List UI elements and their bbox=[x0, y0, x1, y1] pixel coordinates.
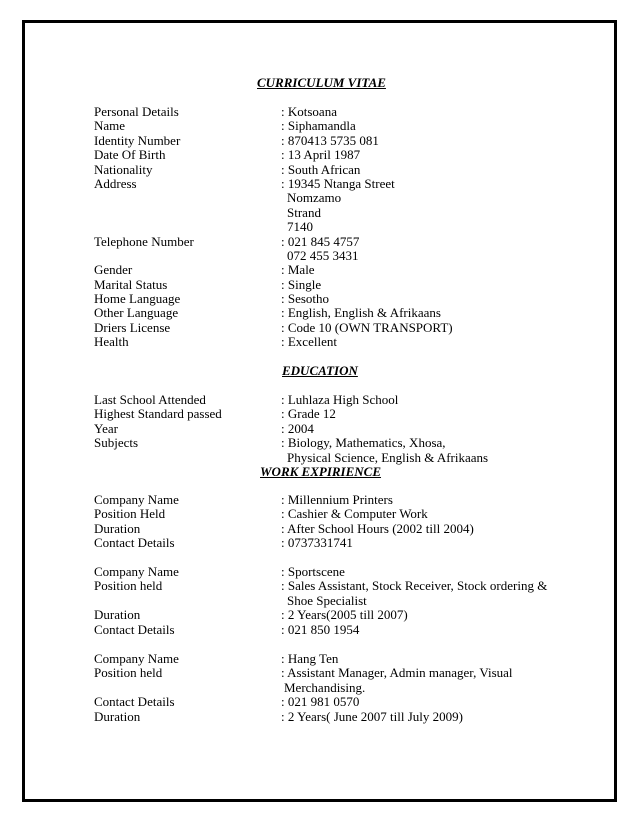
field-value: : Siphamandla bbox=[281, 118, 356, 134]
field-value-continued: 072 455 3431 bbox=[287, 247, 359, 263]
address-line bbox=[94, 206, 574, 220]
field-label: Nationality bbox=[94, 161, 153, 177]
field-label: Gender bbox=[94, 262, 133, 278]
field-value: : Hang Ten bbox=[281, 651, 339, 666]
field-value: : 021 981 0570 bbox=[281, 694, 360, 710]
education-heading: EDUCATION bbox=[282, 363, 358, 378]
address-row bbox=[94, 177, 574, 191]
address-line bbox=[94, 220, 574, 234]
field-label: Address bbox=[94, 175, 137, 191]
field-label: Position held bbox=[94, 578, 163, 594]
field-value: : Single bbox=[281, 276, 322, 292]
last-school-row bbox=[94, 393, 574, 407]
field-value: : 0737331741 bbox=[281, 535, 353, 551]
duration-row bbox=[94, 522, 574, 536]
field-label: Last School Attended bbox=[94, 392, 206, 407]
field-value: : 021 845 4757 bbox=[281, 233, 360, 249]
name-row bbox=[94, 119, 574, 133]
field-label: Health bbox=[94, 334, 129, 350]
field-value-continued: Physical Science, English & Afrikaans bbox=[287, 449, 489, 465]
highest-standard-row bbox=[94, 407, 574, 421]
field-label: Highest Standard passed bbox=[94, 406, 222, 422]
nationality-row bbox=[94, 163, 574, 177]
telephone-number-row bbox=[94, 235, 574, 249]
field-value: : 19345 Ntanga Street bbox=[281, 175, 395, 191]
field-value: : Sportscene bbox=[281, 564, 345, 579]
work-experience-heading: WORK EXPIRIENCE bbox=[260, 464, 382, 479]
work-entry-millennium-printers bbox=[94, 493, 574, 551]
telephone-line bbox=[94, 249, 574, 263]
field-value-continued: Shoe Specialist bbox=[287, 592, 367, 608]
duration-row bbox=[94, 608, 574, 622]
field-value-continued: Nomzamo bbox=[287, 190, 342, 206]
field-label: Position Held bbox=[94, 506, 166, 522]
field-label: Contact Details bbox=[94, 621, 175, 637]
home-language-row bbox=[94, 292, 574, 306]
field-value: : Kotsoana bbox=[281, 104, 337, 119]
field-value: : 2 Years(2005 till 2007) bbox=[281, 607, 408, 623]
field-value: : Cashier & Computer Work bbox=[281, 506, 428, 522]
field-label: Home Language bbox=[94, 291, 181, 307]
company-name-row bbox=[94, 565, 574, 579]
subjects-line bbox=[94, 451, 574, 465]
field-label: Year bbox=[94, 420, 118, 436]
marital-status-row bbox=[94, 278, 574, 292]
field-label: Contact Details bbox=[94, 694, 175, 710]
field-value: : Male bbox=[281, 262, 315, 278]
date-of-birth-row bbox=[94, 148, 574, 162]
field-value: : Luhlaza High School bbox=[281, 392, 399, 407]
field-label: Company Name bbox=[94, 564, 179, 579]
field-label: Personal Details bbox=[94, 104, 179, 119]
field-value: : Assistant Manager, Admin manager, Visual bbox=[281, 665, 513, 681]
personal-details-section bbox=[94, 105, 574, 350]
field-label: Other Language bbox=[94, 305, 179, 321]
field-value-continued: Merchandising. bbox=[284, 679, 366, 695]
field-value: : Code 10 (OWN TRANSPORT) bbox=[281, 319, 453, 335]
field-label: Duration bbox=[94, 607, 141, 623]
position-line bbox=[94, 681, 574, 695]
work-entry-sportscene bbox=[94, 565, 574, 637]
other-language-row bbox=[94, 306, 574, 320]
field-value: : Grade 12 bbox=[281, 406, 336, 422]
field-value: : South African bbox=[281, 161, 361, 177]
field-label: Company Name bbox=[94, 651, 179, 666]
field-value: : Biology, Mathematics, Xhosa, bbox=[281, 435, 446, 451]
field-label: Name bbox=[94, 118, 126, 134]
position-row bbox=[94, 579, 574, 593]
field-label: Identity Number bbox=[94, 132, 181, 148]
field-value: : 2004 bbox=[281, 420, 314, 436]
field-value: : 13 April 1987 bbox=[281, 147, 361, 163]
position-row bbox=[94, 507, 574, 521]
field-value: : After School Hours (2002 till 2004) bbox=[281, 520, 474, 536]
company-name-row bbox=[94, 493, 574, 507]
position-line bbox=[94, 594, 574, 608]
contact-details-row bbox=[94, 623, 574, 637]
health-row bbox=[94, 335, 574, 349]
field-label: Position held bbox=[94, 665, 163, 681]
field-label: Company Name bbox=[94, 492, 179, 507]
duration-row bbox=[94, 710, 574, 724]
field-label: Subjects bbox=[94, 435, 139, 451]
cv-title: CURRICULUM VITAE bbox=[257, 75, 386, 90]
field-value: : Millennium Printers bbox=[281, 492, 393, 507]
field-value: : 2 Years( June 2007 till July 2009) bbox=[281, 708, 463, 724]
subjects-row bbox=[94, 436, 574, 450]
address-line bbox=[94, 191, 574, 205]
field-label: Telephone Number bbox=[94, 233, 194, 249]
education-section bbox=[94, 393, 574, 465]
field-value: : English, English & Afrikaans bbox=[281, 305, 441, 321]
personal-details-row bbox=[94, 105, 574, 119]
drivers-license-row bbox=[94, 321, 574, 335]
field-value: : Sales Assistant, Stock Receiver, Stock ordering & bbox=[281, 578, 548, 594]
field-label: Date Of Birth bbox=[94, 147, 166, 163]
field-label: Marital Status bbox=[94, 276, 168, 292]
identity-number-row bbox=[94, 134, 574, 148]
gender-row bbox=[94, 263, 574, 277]
contact-details-row bbox=[94, 695, 574, 709]
field-label: Contact Details bbox=[94, 535, 175, 551]
field-label: Driers License bbox=[94, 319, 171, 335]
field-value: : Sesotho bbox=[281, 291, 330, 307]
field-value-continued: 7140 bbox=[287, 219, 313, 235]
contact-details-row bbox=[94, 536, 574, 550]
field-value-continued: Strand bbox=[287, 204, 321, 220]
field-label: Duration bbox=[94, 520, 141, 536]
field-value: : Excellent bbox=[281, 334, 337, 350]
year-row bbox=[94, 422, 574, 436]
field-value: : 870413 5735 081 bbox=[281, 132, 379, 148]
position-row bbox=[94, 666, 574, 680]
company-name-row bbox=[94, 652, 574, 666]
field-value: : 021 850 1954 bbox=[281, 621, 360, 637]
field-label: Duration bbox=[94, 708, 141, 724]
work-entry-hang-ten bbox=[94, 652, 574, 724]
